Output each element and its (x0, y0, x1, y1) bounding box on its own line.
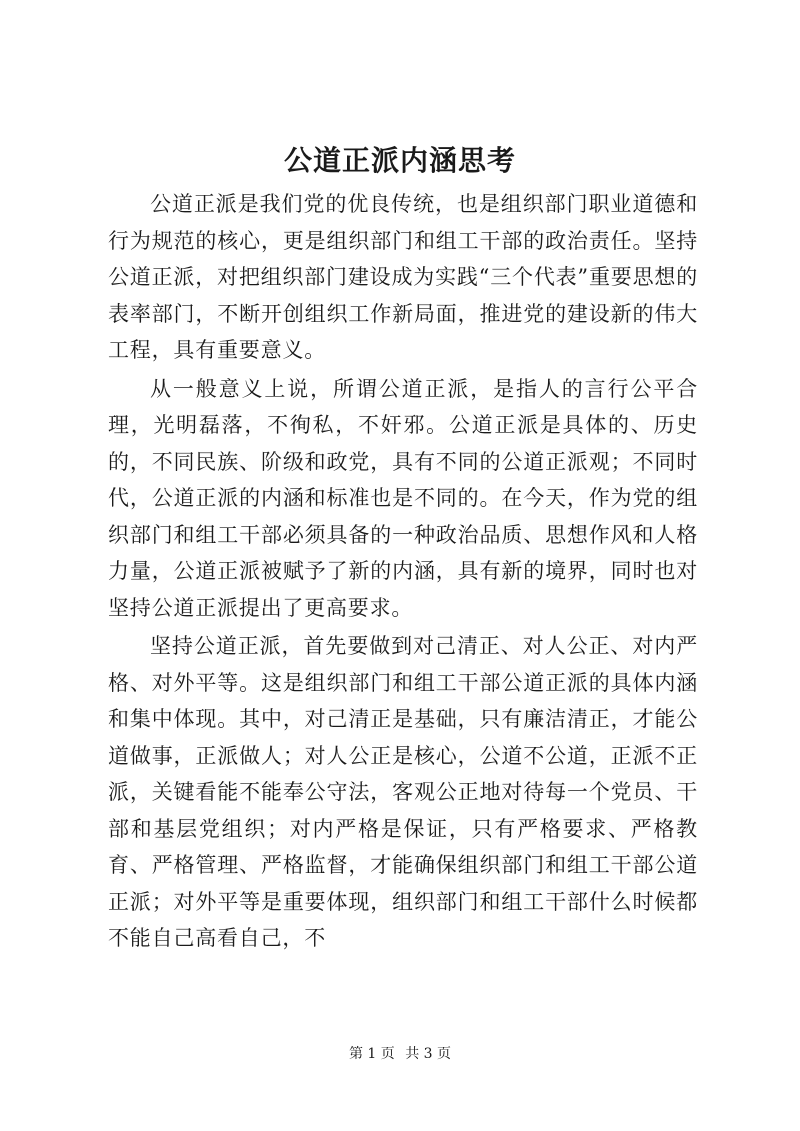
page-number: 第 1 页 (348, 1046, 395, 1062)
paragraph-1: 公道正派是我们党的优良传统，也是组织部门职业道德和行为规范的核心，更是组织部门和组工干部的政治责任。坚持公道正派，对把组织部门建设成为实践“三个代表”重要思想的表率部门，不断开创组织工作新局面，推进党的建设新的伟大工程，具有重要意义。 (108, 192, 698, 362)
page-total: 共 3 页 (405, 1046, 452, 1062)
paragraph-2: 从一般意义上说，所谓公道正派，是指人的言行公平合理，光明磊落，不徇私，不奸邪。公道正派是具体的、历史的，不同民族、阶级和政党，具有不同的公道正派观；不同时代，公道正派的内涵和标准也是不同的。在今天，作为党的组织部门和组工干部必须具备的一种政治品质、思想作风和人格力量，公道正派被赋予了新的内涵，具有新的境界，同时也对坚持公道正派提出了更高要求。 (108, 376, 698, 620)
page-footer (0, 1045, 800, 1063)
paragraph-3: 坚持公道正派，首先要做到对己清正、对人公正、对内严格、对外平等。这是组织部门和组工干部公道正派的具体内涵和集中体现。其中，对己清正是基础，只有廉洁清正，才能公道做事，正派做人；对人公正是核心，公道不公道，正派不正派，关键看能不能奉公守法，客观公正地对待每一个党员、干部和基层党组织；对内严格是保证，只有严格要求、严格教育、严格管理、严格监督，才能确保组织部门和组工干部公道正派；对外平等是重要体现，组织部门和组工干部什么时候都不能自己高看自己，不 (108, 634, 698, 950)
document-body (108, 186, 698, 959)
document-title: 公道正派内涵思考 (283, 144, 516, 177)
